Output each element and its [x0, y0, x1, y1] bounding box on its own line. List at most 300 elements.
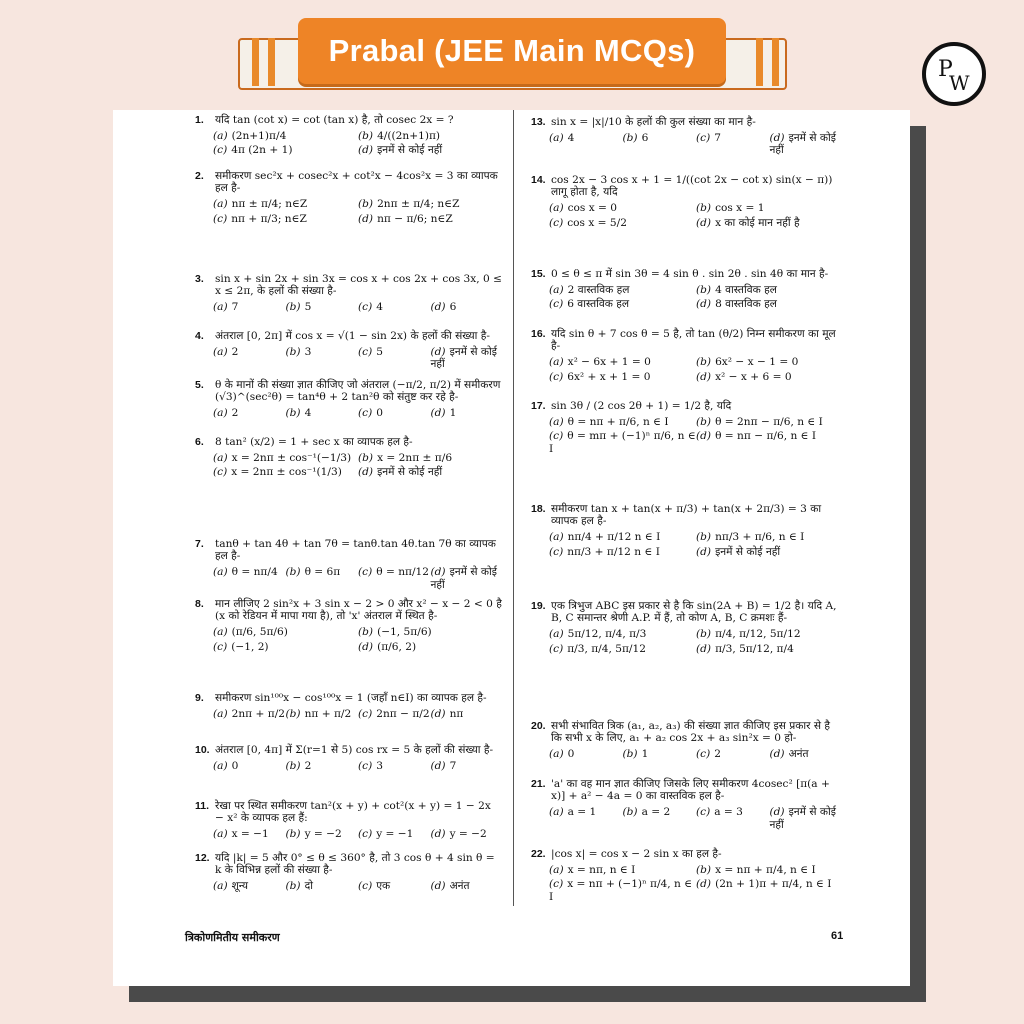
option-letter: (b) — [285, 828, 301, 841]
option-letter: (b) — [285, 760, 301, 773]
options — [195, 452, 503, 478]
option-text: (−1, 2) — [231, 640, 269, 653]
option[interactable] — [213, 466, 358, 478]
option-letter: (b) — [696, 284, 712, 297]
option-text: (−1, 5π/6) — [377, 626, 432, 639]
option-text: 6 — [449, 301, 457, 314]
option[interactable] — [431, 760, 504, 772]
option-letter: (a) — [549, 628, 564, 641]
question-text: समीकरण tan x + tan(x + π/3) + tan(x + 2π/3) = 3 का व्यापक हल है- — [551, 503, 822, 528]
option[interactable] — [549, 546, 696, 558]
option-text: a = 3 — [714, 806, 743, 819]
option-letter: (d) — [769, 806, 785, 819]
option-letter: (d) — [696, 430, 712, 443]
option[interactable] — [213, 626, 358, 638]
option[interactable] — [696, 531, 843, 543]
question — [195, 114, 503, 157]
option-text: इनमें से कोई नहीं — [715, 545, 781, 558]
options — [531, 132, 843, 156]
option[interactable] — [213, 407, 286, 419]
question-number: 15. — [531, 268, 546, 280]
option[interactable] — [696, 416, 843, 428]
option[interactable] — [431, 566, 504, 590]
option[interactable] — [431, 708, 504, 720]
svg-text:P: P — [938, 57, 953, 82]
question-text: समीकरण sec²x + cosec²x + cot²x − 4cos²x = 3 का व्यापक हल है- — [215, 170, 498, 195]
option-text: 4π (2n + 1) — [231, 144, 293, 157]
option[interactable] — [213, 641, 358, 653]
option-text: अनंत — [449, 880, 470, 893]
option-letter: (c) — [358, 301, 373, 314]
option-letter: (c) — [696, 748, 711, 761]
option[interactable] — [431, 346, 504, 370]
option-text: 6 — [641, 132, 649, 145]
option-text: nπ/3 + π/12 n ∈ I — [567, 545, 660, 558]
option-text: अनंत — [788, 748, 809, 761]
option[interactable] — [358, 566, 431, 590]
options — [195, 346, 503, 370]
option[interactable] — [286, 566, 359, 590]
options — [531, 628, 843, 654]
option[interactable] — [549, 356, 696, 368]
option[interactable] — [213, 130, 358, 142]
question-text: |cos x| = cos x − 2 sin x का हल है- — [551, 848, 722, 860]
banner-stripe — [756, 38, 763, 86]
question-number: 10. — [195, 744, 210, 756]
options — [531, 356, 843, 382]
option-text: 4/((2n+1)π) — [377, 130, 441, 143]
options — [531, 864, 843, 903]
option-letter: (d) — [430, 760, 446, 773]
option-text: x = −1 — [231, 828, 269, 841]
options — [531, 806, 843, 830]
option-text: 8 वास्तविक हल — [715, 298, 777, 311]
option[interactable] — [623, 748, 697, 760]
option[interactable] — [286, 407, 359, 419]
question-number: 5. — [195, 379, 204, 391]
option[interactable] — [696, 356, 843, 368]
option-text: 6x² + x + 1 = 0 — [567, 370, 651, 383]
option-text: 2 — [304, 760, 312, 773]
question-number: 21. — [531, 778, 546, 790]
question-text: cos 2x − 3 cos x + 1 = 1/((cot 2x − cot x) sin(x − π)) लागू होता है, यदि — [551, 174, 833, 199]
question-header — [195, 114, 503, 126]
question-header — [195, 436, 503, 448]
option[interactable] — [213, 301, 286, 313]
question-number: 18. — [531, 503, 546, 515]
option-letter: (c) — [358, 566, 373, 579]
option-letter: (d) — [358, 466, 374, 479]
question-number: 17. — [531, 400, 546, 412]
option[interactable] — [770, 748, 844, 760]
question-header — [195, 598, 503, 622]
option-text: 5 — [376, 346, 383, 359]
question-header — [195, 800, 503, 824]
option-letter: (c) — [213, 144, 228, 157]
option[interactable] — [549, 416, 696, 428]
option[interactable] — [431, 880, 504, 892]
option-letter: (c) — [213, 640, 228, 653]
option-text: x = 2nπ ± cos⁻¹(1/3) — [231, 466, 342, 479]
option-text: π/4, π/12, 5π/12 — [715, 628, 801, 641]
option-letter: (b) — [358, 198, 374, 211]
question-header — [531, 328, 843, 352]
options — [195, 407, 503, 419]
question-text: सभी संभावित त्रिक (a₁, a₂, a₃) की संख्या ज्ञात कीजिए इस प्रकार से है कि सभी x के लिए, a₁ + a₂ cos 2x + a₃ sin²x = 0 हो- — [551, 720, 831, 745]
option-text: 2 — [231, 407, 239, 420]
option[interactable] — [358, 828, 431, 840]
option[interactable] — [213, 144, 358, 156]
option-text: a = 1 — [567, 806, 597, 819]
option-text: 0 — [376, 407, 383, 420]
option-letter: (c) — [549, 878, 564, 891]
option[interactable] — [213, 452, 358, 464]
option-letter: (c) — [549, 298, 564, 311]
option[interactable] — [549, 202, 696, 214]
option[interactable] — [286, 880, 359, 892]
question-text: sin x = |x|/10 के हलों की कुल संख्या का मान है- — [551, 116, 756, 128]
question — [195, 744, 503, 772]
options — [195, 198, 503, 224]
option-text: (π/6, 5π/6) — [231, 626, 288, 639]
option[interactable] — [431, 301, 504, 313]
option[interactable] — [549, 132, 623, 156]
option-letter: (a) — [549, 531, 564, 544]
option-text: इनमें से कोई नहीं — [377, 466, 443, 479]
question-text: θ के मानों की संख्या ज्ञात कीजिए जो अंतराल (−π/2, π/2) में समीकरण (√3)^(sec²θ) = tan⁴θ + 2 tan²θ को संतुष्ट कर रहे है- — [215, 379, 501, 404]
option-text: θ = nπ − π/6, n ∈ I — [715, 430, 817, 443]
question-number: 11. — [195, 800, 210, 812]
option-letter: (c) — [696, 806, 711, 819]
option-letter: (d) — [696, 298, 712, 311]
option[interactable] — [358, 880, 431, 892]
option-text: 1 — [641, 748, 649, 761]
option-letter: (b) — [358, 130, 374, 143]
question-number: 13. — [531, 116, 546, 128]
question-header — [531, 174, 843, 198]
question — [195, 852, 503, 893]
option[interactable] — [358, 760, 431, 772]
option[interactable] — [696, 546, 843, 558]
option-text: 2 — [714, 748, 721, 761]
option[interactable] — [549, 430, 696, 454]
option-text: π/3, 5π/12, π/4 — [715, 642, 794, 655]
question — [195, 436, 503, 479]
option-letter: (d) — [769, 748, 785, 761]
question-header — [195, 273, 503, 297]
option-letter: (b) — [358, 626, 374, 639]
option[interactable] — [213, 213, 358, 225]
option-letter: (a) — [213, 880, 228, 893]
option-text: nπ − π/6; n∈Z — [377, 212, 453, 225]
option[interactable] — [358, 708, 431, 720]
option[interactable] — [286, 828, 359, 840]
options — [195, 566, 503, 590]
option[interactable] — [549, 217, 696, 229]
banner-stripe — [772, 38, 779, 86]
option-text: x = nπ, n ∈ I — [567, 864, 636, 877]
option-letter: (c) — [549, 430, 564, 443]
question-number: 22. — [531, 848, 546, 860]
option[interactable] — [696, 628, 843, 640]
option[interactable] — [770, 806, 844, 830]
option[interactable] — [696, 217, 843, 229]
option[interactable] — [549, 864, 696, 876]
option[interactable] — [696, 806, 770, 830]
pw-logo-icon — [932, 52, 976, 96]
option[interactable] — [286, 346, 359, 370]
question-header — [531, 848, 843, 860]
option[interactable] — [623, 132, 697, 156]
question-text: 8 tan² (x/2) = 1 + sec x का व्यापक हल है- — [215, 436, 413, 448]
banner-stripe — [252, 38, 259, 86]
option[interactable] — [358, 213, 503, 225]
option-text: cos x = 0 — [567, 202, 618, 215]
option-letter: (a) — [213, 760, 228, 773]
option[interactable] — [358, 452, 503, 464]
question-number: 4. — [195, 330, 204, 342]
option[interactable] — [696, 371, 843, 383]
option-text: 4 वास्तविक हल — [715, 284, 777, 297]
option[interactable] — [213, 880, 286, 892]
option-letter: (c) — [358, 760, 373, 773]
option[interactable] — [358, 407, 431, 419]
option[interactable] — [549, 878, 696, 902]
pw-logo — [922, 42, 986, 106]
option-letter: (d) — [430, 566, 446, 579]
options — [531, 748, 843, 760]
question-text: sin x + sin 2x + sin 3x = cos x + cos 2x + cos 3x, 0 ≤ x ≤ 2π, के हलों की संख्या है- — [215, 273, 502, 298]
banner-title: Prabal (JEE Main MCQs) — [328, 33, 696, 68]
question-header — [531, 400, 843, 412]
options — [531, 531, 843, 557]
option[interactable] — [358, 346, 431, 370]
question-number: 3. — [195, 273, 204, 285]
option[interactable] — [549, 806, 623, 830]
option-text: nπ + π/2 — [304, 708, 352, 721]
option-text: (π/6, 2) — [377, 640, 417, 653]
question-header — [531, 600, 843, 624]
option-text: nπ/3 + π/6, n ∈ I — [715, 531, 805, 544]
question — [531, 400, 843, 455]
option-text: y = −1 — [376, 828, 414, 841]
option[interactable] — [549, 643, 696, 655]
question-header — [195, 379, 503, 403]
option-text: θ = nπ/12 — [376, 566, 430, 579]
option-letter: (b) — [696, 202, 712, 215]
option[interactable] — [358, 301, 431, 313]
option-letter: (a) — [213, 828, 228, 841]
question — [531, 116, 843, 157]
option-letter: (d) — [696, 878, 712, 891]
question — [531, 503, 843, 558]
option[interactable] — [431, 828, 504, 840]
option-letter: (d) — [430, 708, 446, 721]
option-text: 0 — [231, 760, 239, 773]
page-number: 61 — [831, 930, 844, 942]
option-text: x = 2nπ ± π/6 — [377, 452, 453, 465]
option-text: 3 — [376, 760, 383, 773]
options — [195, 301, 503, 313]
option[interactable] — [358, 466, 503, 478]
option-letter: (d) — [430, 301, 446, 314]
question-number: 19. — [531, 600, 546, 612]
option[interactable] — [286, 760, 359, 772]
option-text: x = nπ + (−1)ⁿ π/4, n ∈ I — [549, 878, 693, 903]
option[interactable] — [696, 284, 843, 296]
option-letter: (d) — [696, 545, 712, 558]
option-letter: (b) — [285, 566, 301, 579]
option-text: इनमें से कोई नहीं — [769, 806, 836, 831]
option[interactable] — [549, 748, 623, 760]
option[interactable] — [696, 864, 843, 876]
option-text: a = 2 — [641, 806, 671, 819]
option[interactable] — [549, 284, 696, 296]
question-header — [195, 692, 503, 704]
question-header — [531, 778, 843, 802]
option-text: इनमें से कोई नहीं — [377, 144, 443, 157]
question-text: tanθ + tan 4θ + tan 7θ = tanθ.tan 4θ.tan 7θ का व्यापक हल है- — [215, 538, 496, 563]
option-text: 2 — [231, 346, 239, 359]
option[interactable] — [549, 298, 696, 310]
option[interactable] — [696, 132, 770, 156]
option[interactable] — [213, 198, 358, 210]
option-letter: (d) — [358, 640, 374, 653]
question-text: यदि |k| = 5 और 0° ≤ θ ≤ 360° है, तो 3 cos θ + 4 sin θ = k के विभिन्न हलों की संख्या है- — [215, 852, 495, 877]
option[interactable] — [696, 748, 770, 760]
option[interactable] — [549, 628, 696, 640]
option-text: x = nπ + π/4, n ∈ I — [715, 864, 816, 877]
option[interactable] — [358, 626, 503, 638]
svg-text:W: W — [949, 71, 970, 95]
question-text: 'a' का वह मान ज्ञात कीजिए जिसके लिए समीकरण 4cosec² [π(a + x)] + a² − 4a = 0 का वास्तविक हल है- — [551, 778, 830, 803]
question — [531, 268, 843, 311]
option-text: इनमें से कोई नहीं — [430, 566, 497, 591]
option-letter: (c) — [213, 212, 228, 225]
option-text: एक — [376, 880, 391, 893]
option-letter: (b) — [696, 416, 712, 429]
question-text: समीकरण sin¹⁰⁰x − cos¹⁰⁰x = 1 (जहाँ n∈I) का व्यापक हल है- — [215, 692, 487, 704]
question-text: यदि sin θ + 7 cos θ = 5 है, तो tan (θ/2) निम्न समीकरण का मूल है- — [551, 328, 836, 353]
option-letter: (b) — [358, 452, 374, 465]
option[interactable] — [358, 144, 503, 156]
option[interactable] — [770, 132, 844, 156]
option-letter: (d) — [430, 346, 446, 359]
question-text: एक त्रिभुज ABC इस प्रकार से है कि sin(2A + B) = 1/2 है। यदि A, B, C समान्तर श्रेणी A.P. में हैं, तो कोण A, B, C क्रमशः हैं- — [551, 600, 837, 625]
question-header — [195, 852, 503, 876]
option[interactable] — [696, 643, 843, 655]
option-letter: (b) — [696, 628, 712, 641]
option-letter: (a) — [213, 407, 228, 420]
option-text: 7 — [449, 760, 457, 773]
option-text: nπ ± π/4; n∈Z — [231, 198, 308, 211]
option[interactable] — [213, 708, 286, 720]
option[interactable] — [696, 430, 843, 454]
option[interactable] — [696, 298, 843, 310]
question — [195, 379, 503, 420]
option-letter: (b) — [622, 806, 638, 819]
option-text: 4 — [567, 132, 575, 145]
option[interactable] — [213, 828, 286, 840]
question-header — [195, 538, 503, 562]
option-text: nπ/4 + π/12 n ∈ I — [567, 531, 661, 544]
column-divider — [513, 110, 514, 906]
option-text: θ = nπ + π/6, n ∈ I — [567, 416, 669, 429]
option[interactable] — [358, 198, 503, 210]
option[interactable] — [696, 878, 843, 902]
option[interactable] — [213, 566, 286, 590]
option[interactable] — [549, 531, 696, 543]
options — [195, 880, 503, 892]
question-number: 6. — [195, 436, 204, 448]
option-letter: (a) — [213, 301, 228, 314]
question — [195, 273, 503, 314]
question-header — [195, 170, 503, 194]
question — [531, 328, 843, 383]
question — [195, 330, 503, 371]
options — [195, 760, 503, 772]
option-letter: (c) — [358, 407, 373, 420]
option-text: nπ — [449, 708, 464, 721]
question-header — [531, 116, 843, 128]
question-header — [531, 268, 843, 280]
option[interactable] — [286, 708, 359, 720]
option-letter: (d) — [696, 642, 712, 655]
question-header — [195, 330, 503, 342]
option-text: 2nπ ± π/4; n∈Z — [377, 198, 460, 211]
option-text: x² − x + 6 = 0 — [715, 370, 792, 383]
option-letter: (a) — [549, 356, 564, 369]
option-text: दो — [304, 880, 313, 893]
option-letter: (a) — [213, 198, 228, 211]
option-letter: (a) — [549, 416, 564, 429]
question — [195, 692, 503, 720]
question — [531, 778, 843, 831]
option-text: y = −2 — [449, 828, 487, 841]
option[interactable] — [549, 371, 696, 383]
option-text: 0 — [567, 748, 575, 761]
option[interactable] — [623, 806, 697, 830]
option-letter: (b) — [622, 748, 638, 761]
option-text: इनमें से कोई नहीं — [769, 132, 836, 157]
question-number: 2. — [195, 170, 204, 182]
option-letter: (a) — [549, 132, 564, 145]
option[interactable] — [358, 641, 503, 653]
option-text: 1 — [449, 407, 457, 420]
option-letter: (a) — [549, 806, 564, 819]
options — [195, 708, 503, 720]
option-letter: (c) — [358, 880, 373, 893]
option[interactable] — [358, 130, 503, 142]
question-text: रेखा पर स्थित समीकरण tan²(x + y) + cot²(x + y) = 1 − 2x − x² के व्यापक हल हैं: — [215, 800, 491, 825]
option-letter: (a) — [549, 284, 564, 297]
question-text: अंतराल [0, 2π] में cos x = √(1 − sin 2x) के हलों की संख्या है- — [215, 330, 490, 342]
question — [195, 538, 503, 591]
option[interactable] — [286, 301, 359, 313]
option-text: x² − 6x + 1 = 0 — [567, 356, 651, 369]
question-text: 0 ≤ θ ≤ π में sin 3θ = 4 sin θ . sin 2θ . sin 4θ का मान है- — [551, 268, 829, 280]
option-text: 4 — [304, 407, 312, 420]
option[interactable] — [696, 202, 843, 214]
option-text: 4 — [376, 301, 383, 314]
option-letter: (c) — [549, 216, 564, 229]
option[interactable] — [431, 407, 504, 419]
question — [531, 600, 843, 655]
option-text: y = −2 — [304, 828, 342, 841]
option-letter: (a) — [213, 626, 228, 639]
option[interactable] — [213, 346, 286, 370]
option[interactable] — [213, 760, 286, 772]
